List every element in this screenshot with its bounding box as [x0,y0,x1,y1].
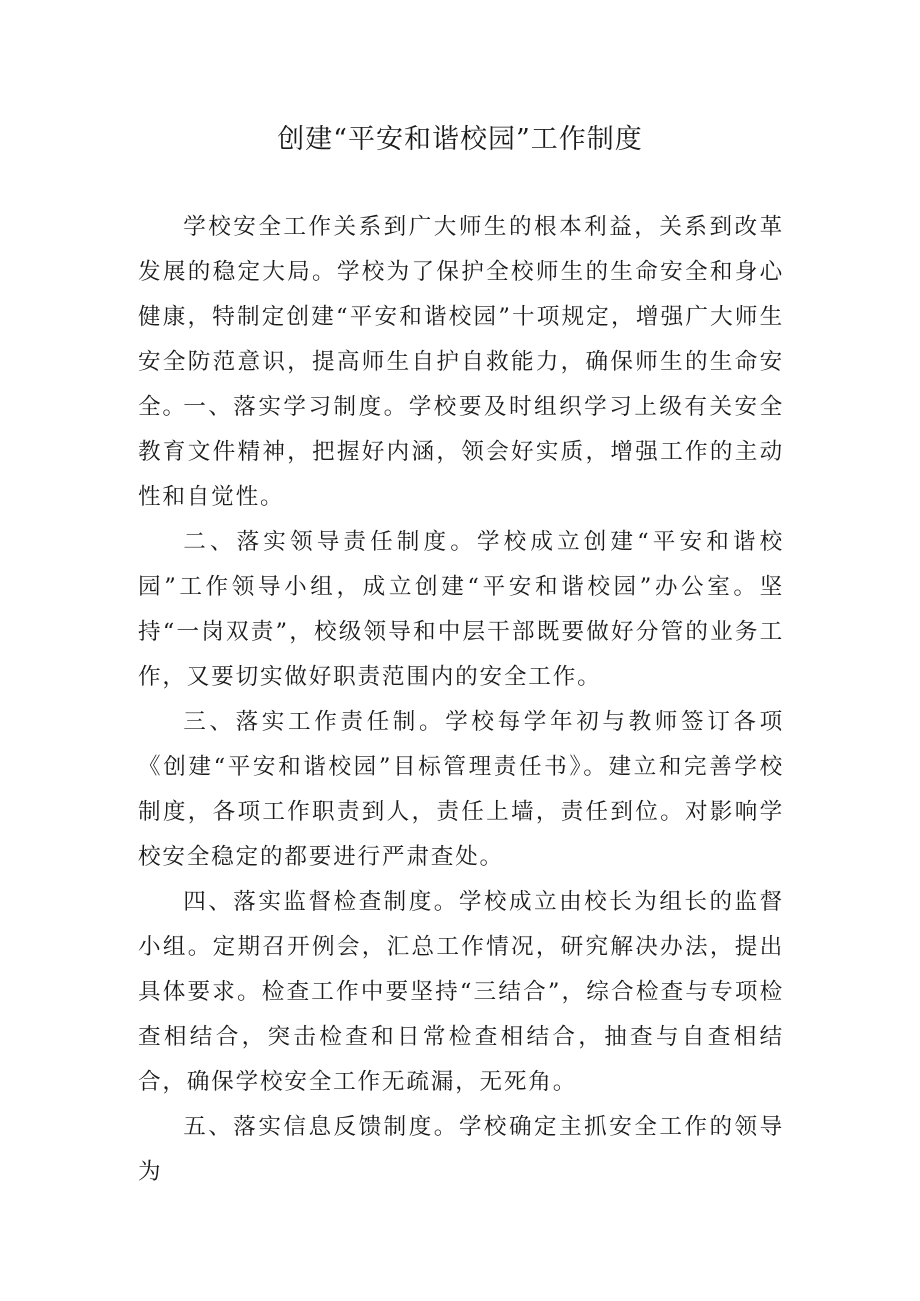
rule-3-paragraph: 三、落实工作责任制。学校每学年初与教师签订各项《创建“平安和谐校园”目标管理责任书》。建立和完善学校制度，各项工作职责到人，责任上墙，责任到位。对影响学校安全稳定的都要进行严肃查处。 [138,709,784,870]
document-title: 创建“平安和谐校园”工作制度 [277,124,643,155]
intro-paragraph: 学校安全工作关系到广大师生的根本利益，关系到改革发展的稳定大局。学校为了保护全校师生的生命安全和身心健康，特制定创建“平安和谐校园”十项规定，增强广大师生安全防范意识，提高师生自护自救能力，确保师生的生命安全。 [138,214,784,420]
rule-1-paragraph: 一、落实学习制度。学校要及时组织学习上级有关安全教育文件精神，把握好内涵，领会好实质，增强工作的主动性和自觉性。 [138,394,784,510]
rule-2-paragraph: 二、落实领导责任制度。学校成立创建“平安和谐校园”工作领导小组，成立创建“平安和谐校园”办公室。坚持“一岗双责”，校级领导和中层干部既要做好分管的业务工作，又要切实做好职责范围内的安全工作。 [138,529,784,690]
rule-4-paragraph: 四、落实监督检查制度。学校成立由校长为组长的监督小组。定期召开例会，汇总工作情况，研究解决办法，提出具体要求。检查工作中要坚持“三结合”，综合检查与专项检查相结合，突击检查和日常检查相结合，抽查与自查相结合，确保学校安全工作无疏漏，无死角。 [138,889,784,1095]
rule-5-paragraph: 五、落实信息反馈制度。学校确定主抓安全工作的领导为 [138,1114,784,1185]
